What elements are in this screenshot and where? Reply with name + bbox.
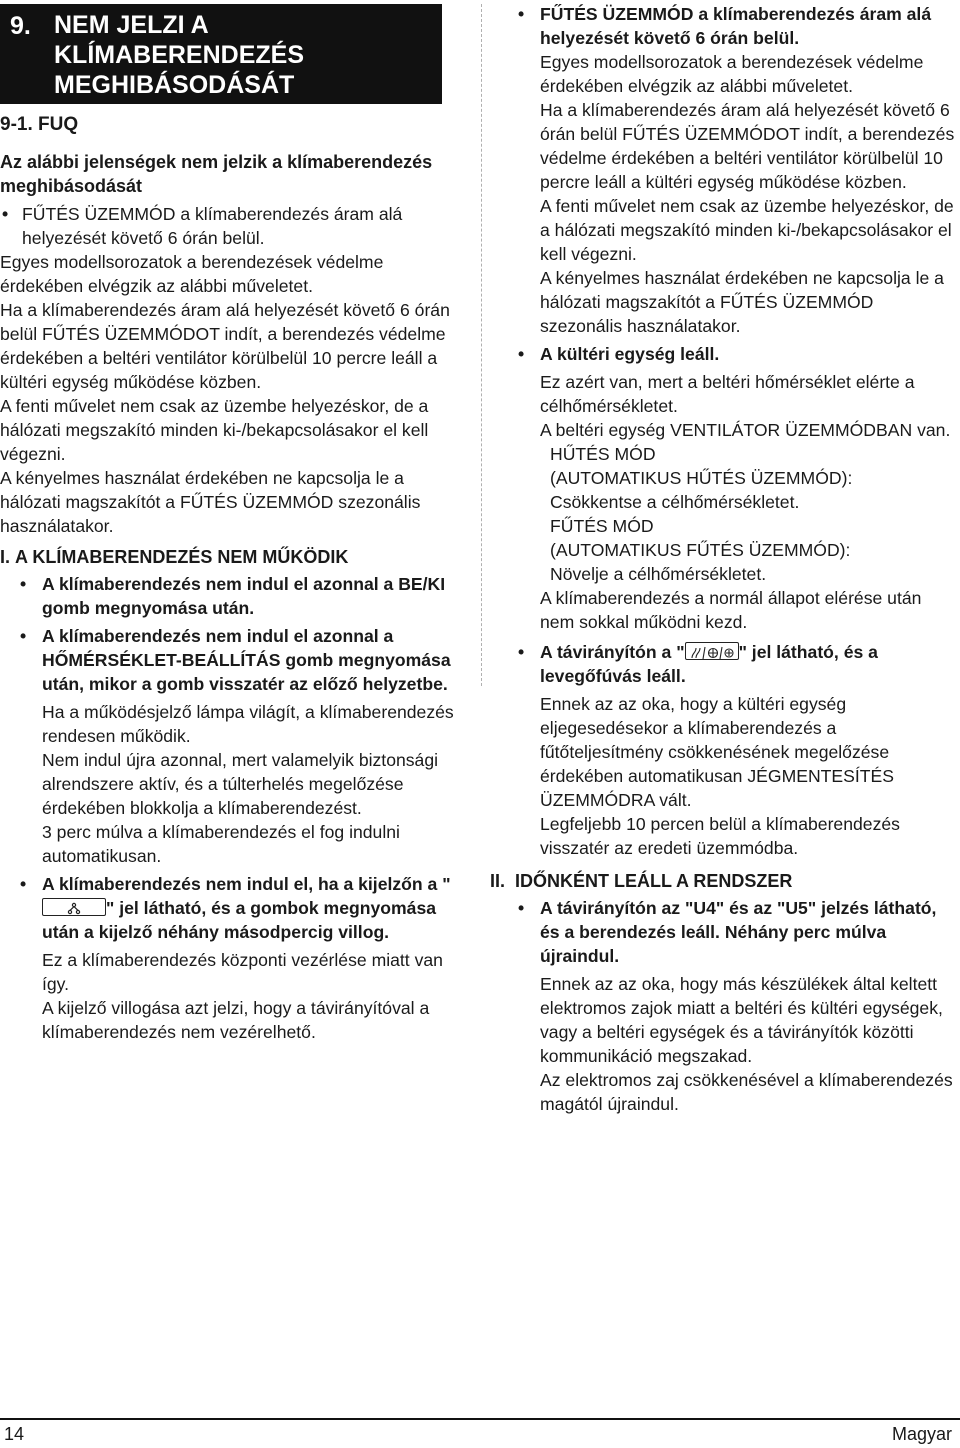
heat-bullet-item bbox=[0, 202, 460, 250]
subsection-title: 9-1. FUQ bbox=[0, 114, 79, 135]
right-bullet-2-paragraph-1: Ez azért van, mert a beltéri hőmérséklet elérte a célhőmérsékletet. bbox=[540, 372, 915, 416]
bullet-dot: • bbox=[2, 204, 9, 224]
bullet-dot: • bbox=[518, 344, 525, 364]
bullet-3-paragraph-1: Ez a klímaberendezés központi vezérlése miatt van így. bbox=[42, 950, 443, 994]
section-number: 9. bbox=[10, 12, 31, 40]
bullet-3-text-a: A klímaberendezés nem indul el, ha a kijelzőn a " bbox=[42, 874, 451, 894]
bullet-dot: • bbox=[518, 898, 525, 918]
bullet-dot: • bbox=[20, 574, 27, 594]
right-bullet-3-paragraph-2: Legfeljebb 10 percen belül a klímaberendezés visszatér az eredeti üzemmódba. bbox=[540, 814, 900, 858]
section-title-box bbox=[0, 4, 442, 104]
central-control-icon bbox=[42, 898, 106, 916]
mode-instructions bbox=[540, 442, 960, 586]
heat-paragraph-3: A fenti művelet nem csak az üzembe helyezéskor, de a hálózati megszakító minden ki-/bekapcsolásakor el kell végezni. bbox=[0, 396, 429, 464]
right-bullet-3 bbox=[518, 640, 960, 688]
right-bullet-1 bbox=[518, 2, 960, 50]
footer-language: Magyar bbox=[891, 1424, 952, 1444]
bullet-dot: • bbox=[20, 626, 27, 646]
heat-mode-instruction: Növelje a célhőmérsékletet. bbox=[550, 564, 767, 584]
right-bullet-4 bbox=[518, 896, 960, 968]
bullet-3-text bbox=[42, 872, 460, 944]
bullet-3-text-b: " jel látható, és a gombok megnyomása után a kijelző néhány másodpercig villog. bbox=[42, 898, 437, 942]
right-bullet-4-text: A távirányítón az "U4" és az "U5" jelzés látható, és a berendezés leáll. Néhány perc múlva újraindul. bbox=[540, 898, 937, 966]
heading-ii-text: IDŐNKÉNT LEÁLL A RENDSZER bbox=[515, 871, 793, 891]
heading-i-text: A KLÍMABERENDEZÉS NEM MŰKÖDIK bbox=[15, 547, 349, 567]
page-footer bbox=[0, 1418, 960, 1448]
right-paragraph-3: A fenti művelet nem csak az üzembe helyezéskor, de a hálózati megszakító minden ki-/bekapcsolásakor el kell végezni. bbox=[540, 196, 954, 264]
heat-bullet-text: FŰTÉS ÜZEMMÓD a klímaberendezés áram alá helyezését követő 6 órán belül. bbox=[22, 204, 403, 248]
bullet-2-paragraph-1: Ha a működésjelző lámpa világít, a klímaberendezés rendesen működik. bbox=[42, 702, 454, 746]
bullet-3-paragraph-2: A kijelző villogása azt jelzi, hogy a távirányítóval a klímaberendezés nem vezérelhető. bbox=[42, 998, 430, 1042]
bullet-2-paragraph-3: 3 perc múlva a klímaberendezés el fog indulni automatikusan. bbox=[42, 822, 400, 866]
right-bullet-1-text: FŰTÉS ÜZEMMÓD a klímaberendezés áram alá helyezését követő 6 órán belül. bbox=[540, 4, 932, 48]
heat-paragraph-2: Ha a klímaberendezés áram alá helyezését követő 6 órán belül FŰTÉS ÜZEMMÓDOT indít, a berendezés védelme érdekében a beltéri ventilátor körülbelül 10 percre leáll a kültéri egység működése közben. bbox=[0, 300, 450, 392]
column-divider bbox=[481, 4, 482, 686]
cool-mode-instruction: Csökkentse a célhőmérsékletet. bbox=[550, 492, 800, 512]
right-bullet-3-text-a: A távirányítón a " bbox=[540, 642, 685, 662]
right-bullet-4-paragraph-1: Ennek az az oka, hogy más készülékek által keltett elektromos zajok miatt a beltéri és kültéri egységek, vagy a beltéri egységek és a távirányítók közötti kommunikáció megszakad. bbox=[540, 974, 943, 1066]
right-bullet-3-text-b: " jel látható, és a levegőfúvás leáll. bbox=[540, 642, 878, 686]
right-body bbox=[490, 2, 960, 1116]
heat-mode-label: FŰTÉS MÓD bbox=[550, 516, 654, 536]
bullet-1-text: A klímaberendezés nem indul el azonnal a BE/KI gomb megnyomása után. bbox=[42, 574, 446, 618]
heading-ii bbox=[490, 868, 960, 894]
heading-i bbox=[0, 544, 460, 570]
bullet-2-text: A klímaberendezés nem indul el azonnal a HŐMÉRSÉKLET-BEÁLLÍTÁS gomb megnyomása után, mikor a gomb visszatér az előző helyzetbe. bbox=[42, 626, 451, 694]
cool-mode-label: HŰTÉS MÓD bbox=[550, 444, 656, 464]
bullet-2-paragraph-2: Nem indul újra azonnal, mert valamelyik biztonsági alrendszere aktív, és a túlterhelés megelőzése érdekében blokkolja a klímaberendezést. bbox=[42, 750, 439, 818]
bullet-dot: • bbox=[518, 4, 525, 24]
bullet-item-2 bbox=[20, 624, 460, 696]
heat-paragraph-4: A kényelmes használat érdekében ne kapcsolja le a hálózati magszakítót a FŰTÉS ÜZEMMÓD szezonális használatakor. bbox=[0, 468, 421, 536]
page-number: 14 bbox=[4, 1424, 25, 1444]
right-bullet-2 bbox=[518, 342, 960, 366]
bullet-dot: • bbox=[20, 874, 27, 894]
right-paragraph-4: A kényelmes használat érdekében ne kapcsolja le a hálózati magszakítót a FŰTÉS ÜZEMMÓD szezonális használatakor. bbox=[540, 268, 944, 336]
section-title: NEM JELZI A KLÍMABERENDEZÉS MEGHIBÁSODÁSÁT bbox=[54, 11, 305, 99]
left-body bbox=[0, 150, 460, 1044]
right-paragraph-1: Egyes modellsorozatok a berendezések védelme érdekében elvégzik az alábbi műveletet. bbox=[540, 52, 924, 96]
right-bullet-2-text: A kültéri egység leáll. bbox=[540, 344, 720, 364]
heat-mode-auto: (AUTOMATIKUS FŰTÉS ÜZEMMÓD): bbox=[550, 540, 851, 560]
right-bullet-3-text bbox=[540, 640, 960, 688]
defrost-mode-icon bbox=[685, 642, 739, 660]
bullet-item-1 bbox=[20, 572, 460, 620]
heading-i-number: I. bbox=[0, 547, 11, 567]
right-bullet-2-paragraph-3: A klímaberendezés a normál állapot elérése után nem sokkal működni kezd. bbox=[540, 588, 922, 632]
heat-paragraph-1: Egyes modellsorozatok a berendezések védelme érdekében elvégzik az alábbi műveletet. bbox=[0, 252, 384, 296]
right-bullet-3-paragraph-1: Ennek az az oka, hogy a kültéri egység eljegesedésekor a klímaberendezés a fűtőteljesítmény csökkenésének megelőzése érdekében automatikusan JÉGMENTESÍTÉS ÜZEMMÓDRA vált. bbox=[540, 694, 894, 810]
cool-mode-auto: (AUTOMATIKUS HŰTÉS ÜZEMMÓD): bbox=[550, 468, 853, 488]
footer-rule bbox=[0, 1418, 960, 1420]
intro-heading: Az alábbi jelenségek nem jelzik a klímaberendezés meghibásodását bbox=[0, 152, 433, 196]
right-paragraph-2: Ha a klímaberendezés áram alá helyezését követő 6 órán belül FŰTÉS ÜZEMMÓDOT indít, a berendezés védelme érdekében a beltéri ventilátor körülbelül 10 percre leáll a kültéri egység működése közben. bbox=[540, 100, 955, 192]
bullet-item-3 bbox=[20, 872, 460, 944]
heading-ii-number: II. bbox=[490, 871, 506, 891]
bullet-dot: • bbox=[518, 642, 525, 662]
right-bullet-2-paragraph-2: A beltéri egység VENTILÁTOR ÜZEMMÓDBAN van. bbox=[540, 420, 951, 440]
bullet-list-i bbox=[0, 572, 460, 1044]
right-bullet-4-paragraph-2: Az elektromos zaj csökkenésével a klímaberendezés magától újraindul. bbox=[540, 1070, 953, 1114]
